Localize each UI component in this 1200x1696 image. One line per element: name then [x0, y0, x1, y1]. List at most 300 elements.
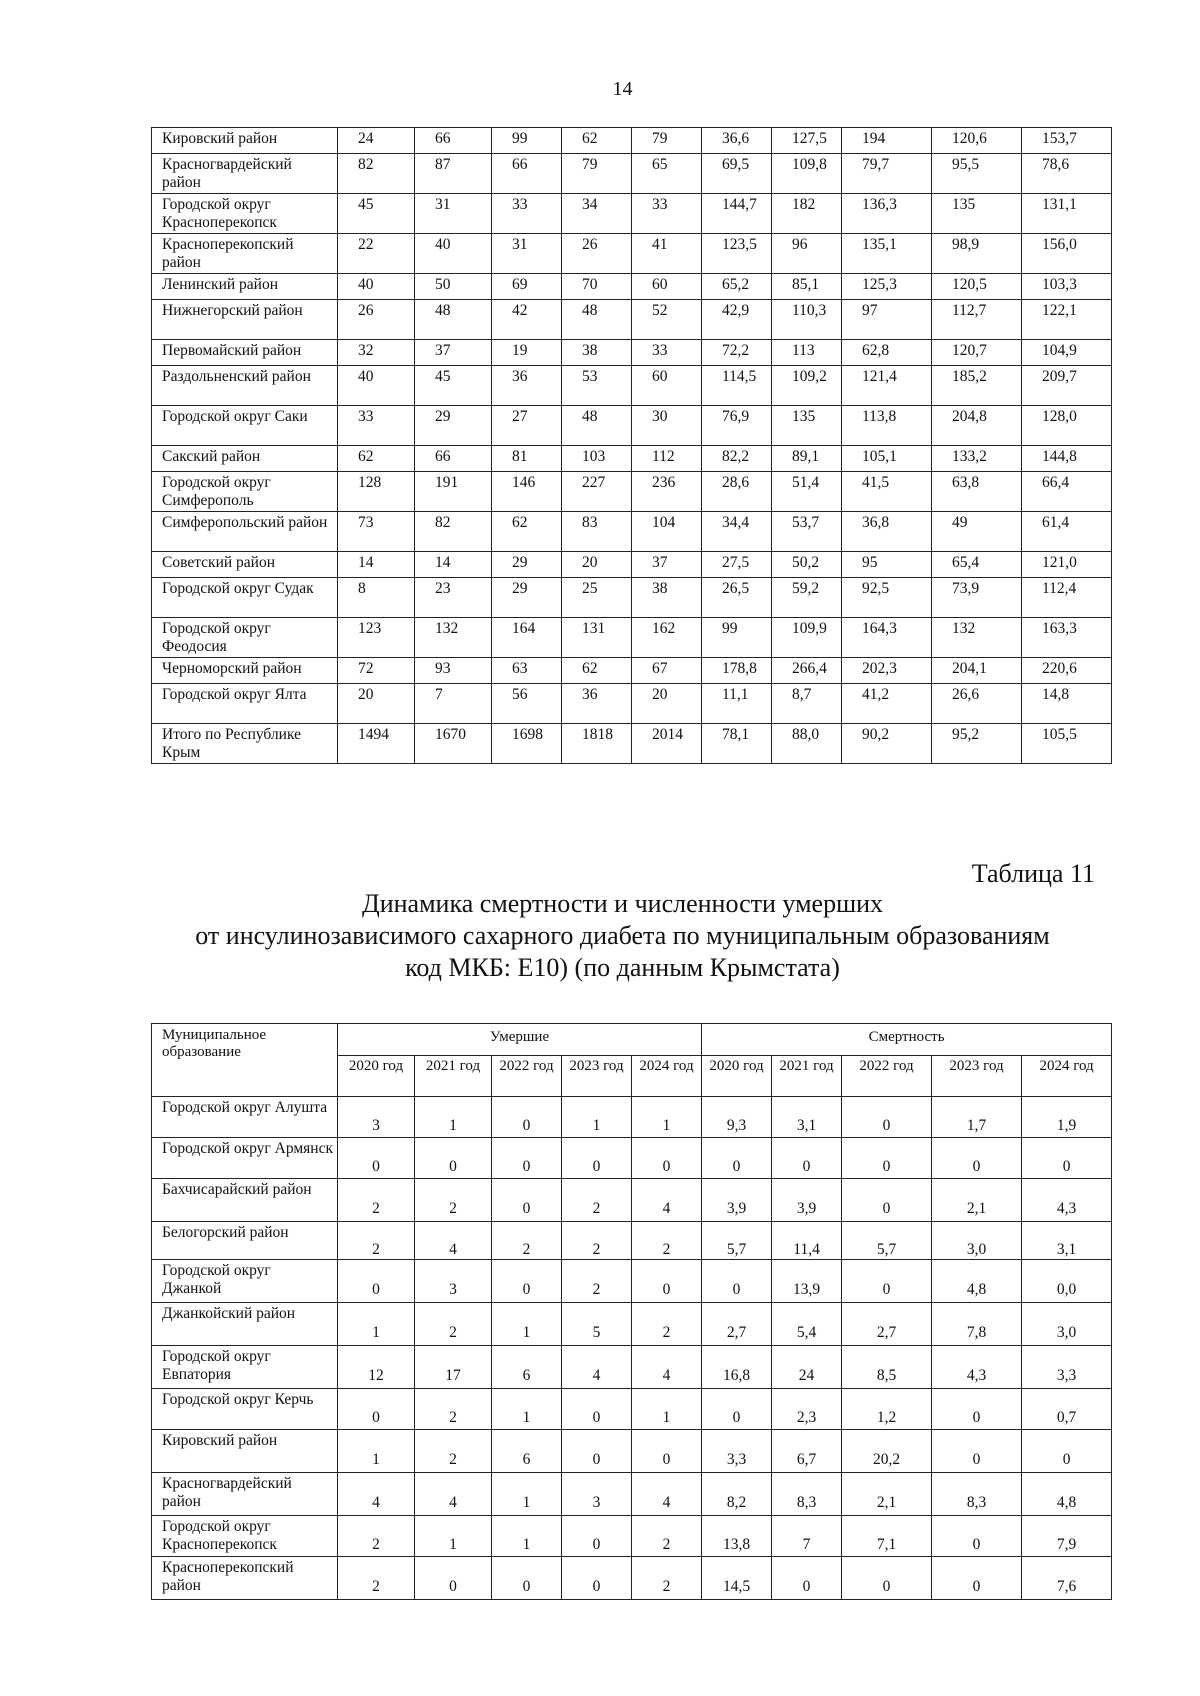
header-year: 2023 год [562, 1056, 632, 1097]
header-mortality: Смертность [702, 1024, 1112, 1056]
table-cell: 136,3 [842, 194, 932, 234]
table-cell: 41,2 [842, 684, 932, 724]
table-cell: 3,3 [1022, 1346, 1112, 1389]
table-cell: 112,4 [1022, 578, 1112, 618]
table-row [152, 128, 1112, 154]
table-cell: 8,3 [932, 1473, 1022, 1516]
table-cell: 8,7 [772, 684, 842, 724]
municipality-name: Джанкойский район [152, 1303, 338, 1346]
table-cell: 95,5 [932, 154, 1022, 194]
municipality-name: Симферопольский район [152, 512, 338, 552]
table-cell: 26 [562, 234, 632, 274]
table-cell: 52 [632, 300, 702, 340]
table-cell: 4,3 [932, 1346, 1022, 1389]
table-cell: 103 [562, 446, 632, 472]
municipality-name: Красноперекопский район [152, 1557, 338, 1600]
table-cell: 24 [338, 128, 415, 154]
table-cell: 8 [338, 578, 415, 618]
header-year: 2020 год [338, 1056, 415, 1097]
table-cell: 0 [562, 1557, 632, 1600]
table-cell: 65,2 [702, 274, 772, 300]
table-cell: 11,1 [702, 684, 772, 724]
table-row [152, 1260, 1112, 1303]
table-cell: 50,2 [772, 552, 842, 578]
table-cell: 0 [632, 1430, 702, 1473]
table-cell: 69,5 [702, 154, 772, 194]
table-cell: 17 [415, 1346, 492, 1389]
table-row [152, 194, 1112, 234]
table-cell: 0 [415, 1557, 492, 1600]
table-cell: 156,0 [1022, 234, 1112, 274]
table-cell: 8,3 [772, 1473, 842, 1516]
table-cell: 20,2 [842, 1430, 932, 1473]
municipality-name: Красногвардейский район [152, 154, 338, 194]
table-cell: 13,8 [702, 1516, 772, 1557]
municipality-name: Красногвардейский район [152, 1473, 338, 1516]
table-cell: 112 [632, 446, 702, 472]
municipality-name: Бахчисарайский район [152, 1179, 338, 1222]
table-cell: 3,0 [1022, 1303, 1112, 1346]
table-cell: 87 [415, 154, 492, 194]
table-row [152, 300, 1112, 340]
table-cell: 0 [702, 1260, 772, 1303]
table-cell: 89,1 [772, 446, 842, 472]
municipality-name: Итого по Республике Крым [152, 724, 338, 764]
table-cell: 0 [842, 1097, 932, 1138]
table-cell: 96 [772, 234, 842, 274]
table-cell: 95 [842, 552, 932, 578]
table-cell: 93 [415, 658, 492, 684]
table-cell: 135,1 [842, 234, 932, 274]
table-cell: 164 [492, 618, 562, 658]
table-cell: 63,8 [932, 472, 1022, 512]
table-cell: 2 [632, 1303, 702, 1346]
table-cell: 36 [492, 366, 562, 406]
table-cell: 4 [415, 1473, 492, 1516]
table-cell: 4,8 [932, 1260, 1022, 1303]
table-cell: 4 [632, 1473, 702, 1516]
table-cell: 7 [772, 1516, 842, 1557]
table-cell: 0,0 [1022, 1260, 1112, 1303]
table-cell: 2 [338, 1516, 415, 1557]
municipality-name: Городской округ Саки [152, 406, 338, 446]
table-cell: 0 [338, 1260, 415, 1303]
municipality-name: Кировский район [152, 128, 338, 154]
table-cell: 1 [632, 1389, 702, 1430]
table-cell: 48 [562, 406, 632, 446]
table-cell: 24 [772, 1346, 842, 1389]
table-cell: 0 [562, 1389, 632, 1430]
table-cell: 33 [632, 194, 702, 234]
table-cell: 59,2 [772, 578, 842, 618]
table-cell: 82 [338, 154, 415, 194]
table-cell: 26,5 [702, 578, 772, 618]
table-cell: 73,9 [932, 578, 1022, 618]
header-deaths: Умершие [338, 1024, 702, 1056]
table-cell: 120,7 [932, 340, 1022, 366]
table-row [152, 1303, 1112, 1346]
table-cell: 0 [415, 1138, 492, 1179]
table-cell: 0 [932, 1138, 1022, 1179]
table-cell: 14,8 [1022, 684, 1112, 724]
table-cell: 105,5 [1022, 724, 1112, 764]
table-row [152, 1222, 1112, 1260]
table-cell: 40 [338, 274, 415, 300]
table-cell: 0 [932, 1389, 1022, 1430]
header-year: 2023 год [932, 1056, 1022, 1097]
table-cell: 62 [562, 658, 632, 684]
table-cell: 194 [842, 128, 932, 154]
table-cell: 11,4 [772, 1222, 842, 1260]
table-cell: 13,9 [772, 1260, 842, 1303]
table-cell: 135 [932, 194, 1022, 234]
table-cell: 62,8 [842, 340, 932, 366]
municipality-name: Городской округ Евпатория [152, 1346, 338, 1389]
table-cell: 1670 [415, 724, 492, 764]
table-cell: 163,3 [1022, 618, 1112, 658]
header-year: 2022 год [842, 1056, 932, 1097]
table-cell: 2 [415, 1430, 492, 1473]
table-cell: 69 [492, 274, 562, 300]
top-mortality-table [151, 127, 1112, 764]
table-row [152, 1138, 1112, 1179]
table-cell: 42,9 [702, 300, 772, 340]
table-cell: 22 [338, 234, 415, 274]
table-cell: 128 [338, 472, 415, 512]
table-cell: 7 [415, 684, 492, 724]
table-title [0, 888, 1200, 984]
table-cell: 1 [415, 1516, 492, 1557]
table-cell: 98,9 [932, 234, 1022, 274]
table-cell: 2 [632, 1516, 702, 1557]
table-cell: 27,5 [702, 552, 772, 578]
table-cell: 29 [492, 578, 562, 618]
table-row [152, 1430, 1112, 1473]
table-cell: 4 [562, 1346, 632, 1389]
table-cell: 41 [632, 234, 702, 274]
table-cell: 109,8 [772, 154, 842, 194]
table-cell: 0 [772, 1138, 842, 1179]
table-cell: 5 [562, 1303, 632, 1346]
table-cell: 3,1 [772, 1097, 842, 1138]
table-cell: 0 [702, 1138, 772, 1179]
table-cell: 182 [772, 194, 842, 234]
table-cell: 109,2 [772, 366, 842, 406]
table-cell: 120,5 [932, 274, 1022, 300]
table-cell: 29 [492, 552, 562, 578]
table-cell: 26 [338, 300, 415, 340]
table-row [152, 658, 1112, 684]
table-cell: 9,3 [702, 1097, 772, 1138]
municipality-name: Советский район [152, 552, 338, 578]
table-cell: 29 [415, 406, 492, 446]
table-row [152, 1389, 1112, 1430]
table-cell: 122,1 [1022, 300, 1112, 340]
table-cell: 49 [932, 512, 1022, 552]
table-row [152, 366, 1112, 406]
table-cell: 85,1 [772, 274, 842, 300]
table-cell: 76,9 [702, 406, 772, 446]
municipality-name: Городской округ Джанкой [152, 1260, 338, 1303]
table-cell: 19 [492, 340, 562, 366]
table-cell: 45 [338, 194, 415, 234]
table-cell: 8,2 [702, 1473, 772, 1516]
table-cell: 3,9 [702, 1179, 772, 1222]
table-cell: 4 [338, 1473, 415, 1516]
table-cell: 45 [415, 366, 492, 406]
table-cell: 31 [492, 234, 562, 274]
diabetes-mortality-table [151, 1023, 1112, 1600]
table-cell: 2 [562, 1222, 632, 1260]
municipality-name: Городской округ Феодосия [152, 618, 338, 658]
table-cell: 1 [338, 1303, 415, 1346]
table-cell: 38 [632, 578, 702, 618]
table-cell: 0 [632, 1138, 702, 1179]
table-row [152, 684, 1112, 724]
table-cell: 2,7 [842, 1303, 932, 1346]
table-cell: 0 [932, 1430, 1022, 1473]
table-cell: 209,7 [1022, 366, 1112, 406]
table-cell: 48 [415, 300, 492, 340]
table-cell: 33 [492, 194, 562, 234]
table-cell: 6,7 [772, 1430, 842, 1473]
table-cell: 0 [492, 1138, 562, 1179]
table-cell: 1818 [562, 724, 632, 764]
table-cell: 144,8 [1022, 446, 1112, 472]
table-cell: 36 [562, 684, 632, 724]
table-cell: 2 [415, 1179, 492, 1222]
table-cell: 2 [338, 1557, 415, 1600]
municipality-name: Красноперекопский район [152, 234, 338, 274]
table-cell: 1 [415, 1097, 492, 1138]
table-cell: 95,2 [932, 724, 1022, 764]
table-cell: 125,3 [842, 274, 932, 300]
table-cell: 1,7 [932, 1097, 1022, 1138]
table-cell: 0 [772, 1557, 842, 1600]
table-cell: 0 [562, 1516, 632, 1557]
table-cell: 0 [932, 1516, 1022, 1557]
table-cell: 33 [338, 406, 415, 446]
table-cell: 88,0 [772, 724, 842, 764]
table-cell: 266,4 [772, 658, 842, 684]
table-row [152, 724, 1112, 764]
table-cell: 7,6 [1022, 1557, 1112, 1600]
municipality-name: Городской округ Алушта [152, 1097, 338, 1138]
municipality-name: Раздольненский район [152, 366, 338, 406]
table-cell: 132 [932, 618, 1022, 658]
header-year: 2021 год [772, 1056, 842, 1097]
table-cell: 5,7 [702, 1222, 772, 1260]
table-cell: 2 [338, 1222, 415, 1260]
table-cell: 0 [842, 1557, 932, 1600]
table-row [152, 234, 1112, 274]
municipality-name: Нижнегорский район [152, 300, 338, 340]
table-cell: 78,6 [1022, 154, 1112, 194]
table-cell: 2 [338, 1179, 415, 1222]
municipality-name: Кировский район [152, 1430, 338, 1473]
table-cell: 72 [338, 658, 415, 684]
table-cell: 1494 [338, 724, 415, 764]
table-cell: 31 [415, 194, 492, 234]
table-cell: 2 [632, 1557, 702, 1600]
table-cell: 41,5 [842, 472, 932, 512]
table-cell: 99 [702, 618, 772, 658]
table-cell: 66 [492, 154, 562, 194]
table-cell: 6 [492, 1430, 562, 1473]
table-cell: 53,7 [772, 512, 842, 552]
table-cell: 0 [562, 1430, 632, 1473]
table-cell: 164,3 [842, 618, 932, 658]
table-cell: 236 [632, 472, 702, 512]
table-title-line: Динамика смертности и численности умерших [361, 889, 883, 918]
header-year: 2022 год [492, 1056, 562, 1097]
page-number: 14 [612, 78, 633, 100]
table-cell: 1698 [492, 724, 562, 764]
table-cell: 78,1 [702, 724, 772, 764]
municipality-name: Городской округ Судак [152, 578, 338, 618]
municipality-name: Первомайский район [152, 340, 338, 366]
table-row [152, 1097, 1112, 1138]
table-cell: 4,3 [1022, 1179, 1112, 1222]
table-cell: 0 [932, 1557, 1022, 1600]
table-cell: 123 [338, 618, 415, 658]
table-cell: 36,6 [702, 128, 772, 154]
table-title-line: код МКБ: Е10) (по данным Крымстата) [405, 953, 840, 982]
municipality-name: Городской округ Армянск [152, 1138, 338, 1179]
table-cell: 0 [338, 1389, 415, 1430]
table-cell: 12 [338, 1346, 415, 1389]
table-cell: 2014 [632, 724, 702, 764]
table-cell: 5,7 [842, 1222, 932, 1260]
header-year: 2021 год [415, 1056, 492, 1097]
table-cell: 27 [492, 406, 562, 446]
table-cell: 146 [492, 472, 562, 512]
table-cell: 204,8 [932, 406, 1022, 446]
table-row [152, 274, 1112, 300]
table-cell: 2 [562, 1179, 632, 1222]
table-cell: 14,5 [702, 1557, 772, 1600]
municipality-name: Городской округ Симферополь [152, 472, 338, 512]
municipality-name: Городской округ Красноперекопск [152, 194, 338, 234]
table-label: Таблица 11 [971, 859, 1095, 888]
table-row [152, 154, 1112, 194]
table-row [152, 1179, 1112, 1222]
municipality-name: Черноморский район [152, 658, 338, 684]
table-cell: 0 [1022, 1430, 1112, 1473]
table-cell: 60 [632, 366, 702, 406]
table-cell: 113 [772, 340, 842, 366]
table-cell: 5,4 [772, 1303, 842, 1346]
table-cell: 63 [492, 658, 562, 684]
table-cell: 70 [562, 274, 632, 300]
table-cell: 3,1 [1022, 1222, 1112, 1260]
table-cell: 220,6 [1022, 658, 1112, 684]
table-cell: 37 [415, 340, 492, 366]
table-cell: 79,7 [842, 154, 932, 194]
table-cell: 121,4 [842, 366, 932, 406]
table-cell: 65 [632, 154, 702, 194]
table-cell: 0 [492, 1179, 562, 1222]
table-row [152, 552, 1112, 578]
table-cell: 72,2 [702, 340, 772, 366]
table-row [152, 512, 1112, 552]
table-cell: 37 [632, 552, 702, 578]
table-cell: 34,4 [702, 512, 772, 552]
table-cell: 3 [415, 1260, 492, 1303]
table-cell: 30 [632, 406, 702, 446]
table-cell: 109,9 [772, 618, 842, 658]
table-cell: 7,9 [1022, 1516, 1112, 1557]
table-cell: 81 [492, 446, 562, 472]
table-cell: 3,0 [932, 1222, 1022, 1260]
table-cell: 32 [338, 340, 415, 366]
table-cell: 162 [632, 618, 702, 658]
table-cell: 48 [562, 300, 632, 340]
table-cell: 60 [632, 274, 702, 300]
table-cell: 8,5 [842, 1346, 932, 1389]
table-cell: 227 [562, 472, 632, 512]
table-cell: 0 [842, 1260, 932, 1303]
table-cell: 121,0 [1022, 552, 1112, 578]
table-cell: 1 [338, 1430, 415, 1473]
municipality-name: Городской округ Красноперекопск [152, 1516, 338, 1557]
table-cell: 104,9 [1022, 340, 1112, 366]
table-cell: 0 [632, 1260, 702, 1303]
table-cell: 2,1 [932, 1179, 1022, 1222]
table-cell: 33 [632, 340, 702, 366]
table-cell: 67 [632, 658, 702, 684]
table-cell: 4 [415, 1222, 492, 1260]
table-cell: 66,4 [1022, 472, 1112, 512]
table-cell: 2 [415, 1389, 492, 1430]
table-cell: 1 [632, 1097, 702, 1138]
table-cell: 1 [492, 1473, 562, 1516]
table-cell: 114,5 [702, 366, 772, 406]
table-cell: 128,0 [1022, 406, 1112, 446]
table-cell: 0 [492, 1097, 562, 1138]
table-cell: 20 [562, 552, 632, 578]
table-cell: 3 [562, 1473, 632, 1516]
table-cell: 79 [632, 128, 702, 154]
header-year: 2024 год [1022, 1056, 1112, 1097]
table-cell: 2,3 [772, 1389, 842, 1430]
table-cell: 38 [562, 340, 632, 366]
table-cell: 112,7 [932, 300, 1022, 340]
table-cell: 62 [338, 446, 415, 472]
table-cell: 61,4 [1022, 512, 1112, 552]
municipality-name: Белогорский район [152, 1222, 338, 1260]
table-cell: 131,1 [1022, 194, 1112, 234]
table-cell: 4 [632, 1179, 702, 1222]
table-cell: 51,4 [772, 472, 842, 512]
table-cell: 123,5 [702, 234, 772, 274]
table-row [152, 618, 1112, 658]
table-cell: 0 [702, 1389, 772, 1430]
table-cell: 0 [492, 1260, 562, 1303]
table-cell: 153,7 [1022, 128, 1112, 154]
table-cell: 2 [632, 1222, 702, 1260]
table-cell: 127,5 [772, 128, 842, 154]
table-cell: 26,6 [932, 684, 1022, 724]
table-cell: 103,3 [1022, 274, 1112, 300]
table-cell: 144,7 [702, 194, 772, 234]
table-cell: 0 [842, 1138, 932, 1179]
table-row [152, 406, 1112, 446]
table-cell: 0 [338, 1138, 415, 1179]
table-row [152, 446, 1112, 472]
table-cell: 56 [492, 684, 562, 724]
table-cell: 0 [492, 1557, 562, 1600]
